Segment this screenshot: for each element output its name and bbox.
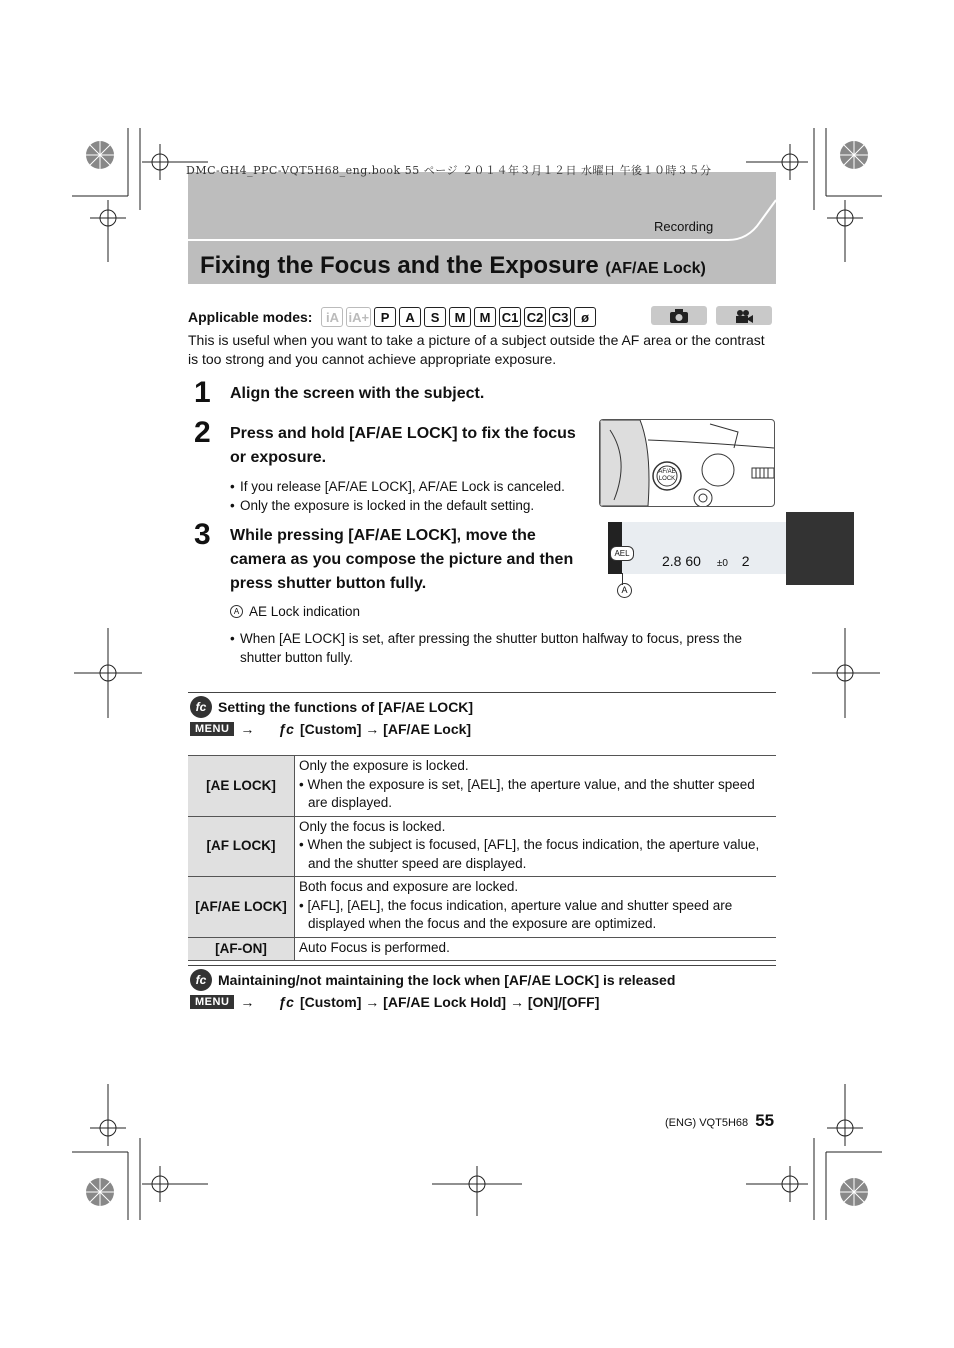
page-footer [665, 1111, 774, 1131]
section-1-menu-path [190, 721, 471, 737]
mode-ia-icon: iA [321, 307, 343, 327]
marker-a-lcd: A [617, 583, 632, 598]
arrow-icon: → [240, 721, 255, 737]
function-table [188, 755, 776, 961]
page-number: 55 [755, 1111, 775, 1130]
arrow-icon: → [240, 994, 255, 1010]
menu-badge: MENU [190, 722, 234, 736]
table-lead: Only the exposure is locked. [299, 758, 469, 773]
table-row [188, 756, 776, 817]
side-tab [786, 512, 854, 585]
title-sub: (AF/AE Lock) [605, 260, 706, 277]
step-3-number: 3 [194, 518, 211, 551]
step-2-note: • Only the exposure is locked in the default setting. [230, 496, 600, 515]
custom-menu-icon: fc [190, 696, 212, 718]
table-key: [AF/AE LOCK] [188, 877, 295, 938]
mode-m-icon: M [449, 307, 471, 327]
section-2-rule [188, 965, 776, 966]
lcd-extra: 2 [741, 553, 750, 569]
lcd-illustration [608, 522, 788, 574]
mode-a-icon: A [399, 307, 421, 327]
custom-menu-icon: fc [190, 969, 212, 991]
section-1-title: Setting the functions of [AF/AE LOCK] [218, 699, 474, 715]
table-value [295, 816, 777, 877]
table-key: [AF LOCK] [188, 816, 295, 877]
title-main: Fixing the Focus and the Exposure [200, 252, 599, 279]
custom-fc-icon: ƒc [278, 994, 294, 1010]
mode-p-icon: P [374, 307, 396, 327]
mode-creative-icon: ø [574, 307, 596, 327]
menu-badge: MENU [190, 995, 234, 1009]
step-2-text: Press and hold [AF/AE LOCK] to fix the focus or exposure. [230, 425, 576, 466]
step-1-number: 1 [194, 376, 211, 409]
mode-movie-m-icon: M [474, 307, 496, 327]
mode-s-icon: S [424, 307, 446, 327]
mode-c1-icon: C1 [499, 307, 521, 327]
table-lead: Auto Focus is performed. [299, 939, 450, 955]
applicable-modes [188, 306, 596, 328]
applicable-modes-label: Applicable modes: [188, 309, 313, 325]
step-1-text: Align the screen with the subject. [230, 385, 485, 402]
ael-indicator: AEL [610, 546, 634, 561]
marker-a: A [230, 605, 243, 618]
table-row [188, 937, 776, 961]
print-header-line: DMC-GH4_PPC-VQT5H68_eng.book 55 ページ ２０１４年３月１２日 水曜日 午後１０時３５分 [186, 164, 712, 177]
step-2-number: 2 [194, 416, 211, 449]
lcd-readout [662, 553, 750, 569]
footer-code: (ENG) VQT5H68 [665, 1117, 749, 1129]
section-1-rule [188, 692, 776, 693]
table-bullet: • When the exposure is set, [AEL], the aperture value, and the shutter speed are displayed. [299, 776, 755, 810]
table-key: [AE LOCK] [188, 756, 295, 817]
step-2-notes [230, 477, 600, 515]
intro-paragraph: This is useful when you want to take a picture of a subject outside the AF area or the contrast is too strong and you cannot achieve appropriate exposure. [188, 332, 765, 367]
custom-fc-icon: ƒc [278, 721, 294, 737]
table-bullet: • When the subject is focused, [AFL], the focus indication, the aperture value, and the shutter speed are displayed. [299, 837, 760, 871]
section-2-heading [190, 969, 675, 991]
lcd-exposure-compensation: ±0 [716, 558, 728, 569]
table-value [295, 877, 777, 938]
section-2-title: Maintaining/not maintaining the lock when [AF/AE LOCK] is released [218, 972, 676, 988]
section-1-heading [190, 696, 473, 718]
step-2-note: • If you release [AF/AE LOCK], AF/AE Lock is canceled. [230, 477, 600, 496]
step-3-text: While pressing [AF/AE LOCK], move the camera as you compose the picture and then press shutter button fully. [230, 527, 574, 592]
page-title [200, 252, 706, 280]
ae-lock-note-text: AE Lock indication [249, 604, 361, 619]
table-row [188, 816, 776, 877]
mode-ia-plus-icon: iA+ [346, 307, 371, 327]
table-lead: Only the focus is locked. [299, 818, 446, 834]
table-bullet: • [AFL], [AEL], the focus indication, aperture value and shutter speed are displayed when the focus and the exposure are optimized. [299, 897, 733, 931]
table-value [295, 937, 777, 961]
lcd-shutter: 60 [685, 553, 701, 569]
mode-c3-icon: C3 [549, 307, 571, 327]
camera-icon [651, 306, 707, 325]
section-label: Recording [654, 219, 714, 234]
table-row [188, 877, 776, 938]
step-3-notes [230, 629, 770, 667]
table-key: [AF-ON] [188, 937, 295, 961]
camera-illustration [599, 419, 775, 507]
af-ae-lock-button-label: AF/AE LOCK [658, 469, 676, 482]
step-3-note: • When [AE LOCK] is set, after pressing the shutter button halfway to focus, press the shutter button fully. [230, 629, 770, 667]
ae-lock-note [230, 604, 360, 619]
section-2-menu-path [190, 994, 599, 1010]
table-lead: Both focus and exposure are locked. [299, 879, 519, 894]
mode-c2-icon: C2 [524, 307, 546, 327]
section-2-path: [Custom] → [AF/AE Lock Hold] → [ON]/[OFF] [299, 994, 600, 1010]
section-1-path: [Custom] → [AF/AE Lock] [299, 721, 472, 737]
lcd-aperture: 2.8 [662, 553, 682, 569]
movie-camera-icon [716, 306, 772, 325]
table-value [295, 756, 777, 817]
